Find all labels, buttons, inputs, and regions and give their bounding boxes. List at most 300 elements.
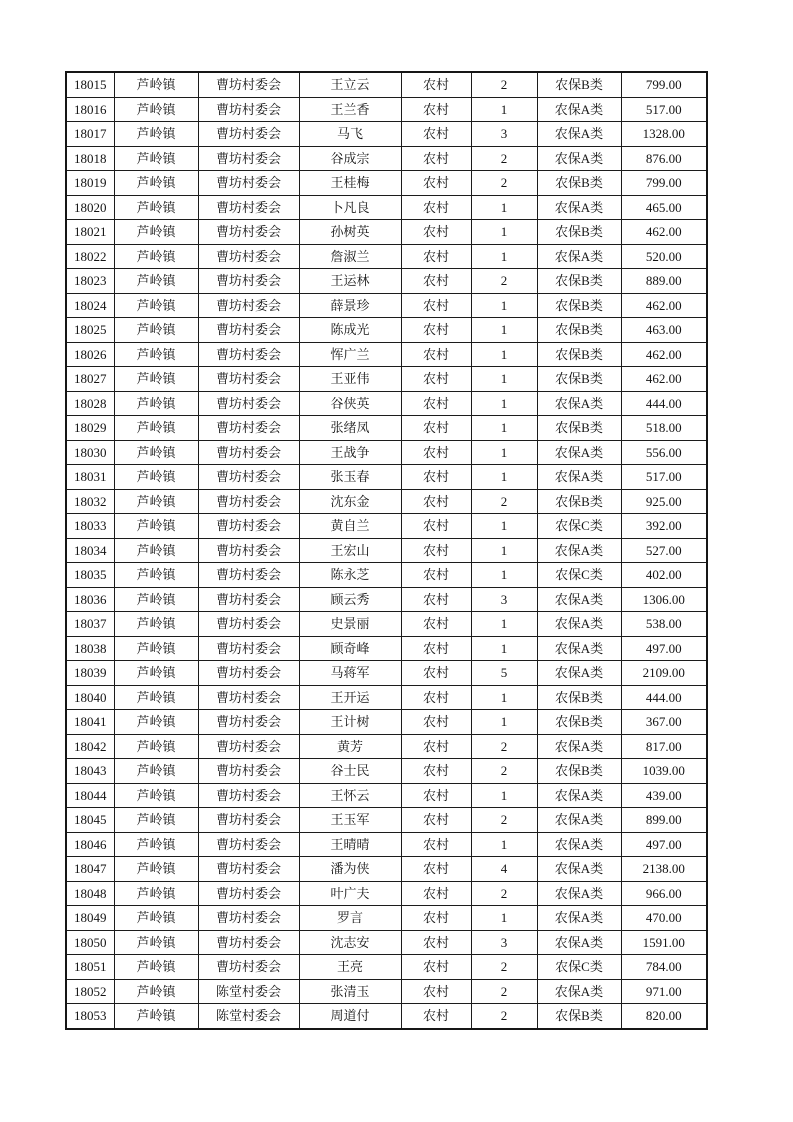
cell-person-count: 1: [471, 391, 537, 416]
cell-amount: 876.00: [621, 146, 707, 171]
cell-insurance-category: 农保B类: [537, 489, 621, 514]
cell-household-type: 农村: [401, 636, 471, 661]
table-row: [66, 857, 707, 882]
cell-household-type: 农村: [401, 391, 471, 416]
cell-person-name: 孙树英: [299, 220, 401, 245]
cell-village-committee: 曹坊村委会: [198, 440, 299, 465]
cell-person-name: 王运林: [299, 269, 401, 294]
cell-insurance-category: 农保B类: [537, 171, 621, 196]
cell-person-name: 王晴晴: [299, 832, 401, 857]
table-row: [66, 391, 707, 416]
cell-insurance-category: 农保A类: [537, 783, 621, 808]
cell-person-name: 顾云秀: [299, 587, 401, 612]
cell-household-type: 农村: [401, 514, 471, 539]
cell-record-id: 18046: [66, 832, 114, 857]
cell-village-committee: 曹坊村委会: [198, 538, 299, 563]
cell-village-committee: 曹坊村委会: [198, 587, 299, 612]
cell-person-count: 1: [471, 367, 537, 392]
cell-village-committee: 曹坊村委会: [198, 220, 299, 245]
cell-person-name: 黄芳: [299, 734, 401, 759]
cell-town: 芦岭镇: [114, 220, 198, 245]
cell-town: 芦岭镇: [114, 538, 198, 563]
cell-village-committee: 曹坊村委会: [198, 72, 299, 97]
cell-town: 芦岭镇: [114, 391, 198, 416]
cell-person-name: 王计树: [299, 710, 401, 735]
cell-record-id: 18043: [66, 759, 114, 784]
table-row: [66, 1004, 707, 1029]
cell-insurance-category: 农保A类: [537, 906, 621, 931]
cell-amount: 367.00: [621, 710, 707, 735]
cell-person-count: 1: [471, 612, 537, 637]
cell-insurance-category: 农保B类: [537, 416, 621, 441]
cell-amount: 2138.00: [621, 857, 707, 882]
cell-household-type: 农村: [401, 563, 471, 588]
cell-town: 芦岭镇: [114, 563, 198, 588]
cell-household-type: 农村: [401, 416, 471, 441]
cell-record-id: 18031: [66, 465, 114, 490]
cell-person-count: 1: [471, 685, 537, 710]
cell-person-count: 4: [471, 857, 537, 882]
cell-person-name: 恽广兰: [299, 342, 401, 367]
cell-village-committee: 曹坊村委会: [198, 930, 299, 955]
cell-town: 芦岭镇: [114, 440, 198, 465]
cell-record-id: 18025: [66, 318, 114, 343]
cell-amount: 899.00: [621, 808, 707, 833]
cell-village-committee: 曹坊村委会: [198, 146, 299, 171]
cell-person-count: 1: [471, 195, 537, 220]
table-row: [66, 440, 707, 465]
cell-person-count: 1: [471, 832, 537, 857]
cell-person-name: 马蒋军: [299, 661, 401, 686]
cell-household-type: 农村: [401, 220, 471, 245]
cell-record-id: 18041: [66, 710, 114, 735]
cell-record-id: 18051: [66, 955, 114, 980]
cell-insurance-category: 农保A类: [537, 440, 621, 465]
cell-amount: 925.00: [621, 489, 707, 514]
cell-town: 芦岭镇: [114, 979, 198, 1004]
cell-amount: 1591.00: [621, 930, 707, 955]
cell-town: 芦岭镇: [114, 171, 198, 196]
cell-household-type: 农村: [401, 685, 471, 710]
cell-person-name: 马飞: [299, 122, 401, 147]
cell-record-id: 18049: [66, 906, 114, 931]
cell-town: 芦岭镇: [114, 636, 198, 661]
table-row: [66, 612, 707, 637]
cell-household-type: 农村: [401, 72, 471, 97]
cell-village-committee: 曹坊村委会: [198, 416, 299, 441]
cell-person-count: 3: [471, 122, 537, 147]
cell-village-committee: 曹坊村委会: [198, 857, 299, 882]
cell-person-count: 2: [471, 269, 537, 294]
cell-amount: 462.00: [621, 220, 707, 245]
table-row: [66, 734, 707, 759]
table-row: [66, 587, 707, 612]
cell-record-id: 18035: [66, 563, 114, 588]
cell-person-name: 谷成宗: [299, 146, 401, 171]
cell-insurance-category: 农保A类: [537, 979, 621, 1004]
table-row: [66, 514, 707, 539]
cell-town: 芦岭镇: [114, 930, 198, 955]
cell-insurance-category: 农保B类: [537, 220, 621, 245]
table-row: [66, 783, 707, 808]
cell-household-type: 农村: [401, 269, 471, 294]
cell-person-name: 沈东金: [299, 489, 401, 514]
cell-village-committee: 曹坊村委会: [198, 759, 299, 784]
cell-person-name: 王开运: [299, 685, 401, 710]
cell-town: 芦岭镇: [114, 146, 198, 171]
table-row: [66, 97, 707, 122]
cell-town: 芦岭镇: [114, 342, 198, 367]
table-row: [66, 244, 707, 269]
cell-town: 芦岭镇: [114, 808, 198, 833]
cell-person-name: 张绪凤: [299, 416, 401, 441]
cell-insurance-category: 农保B类: [537, 710, 621, 735]
cell-town: 芦岭镇: [114, 612, 198, 637]
cell-record-id: 18028: [66, 391, 114, 416]
cell-person-name: 陈成光: [299, 318, 401, 343]
table-row: [66, 342, 707, 367]
cell-household-type: 农村: [401, 244, 471, 269]
table-row: [66, 636, 707, 661]
table-row: [66, 979, 707, 1004]
cell-household-type: 农村: [401, 857, 471, 882]
cell-amount: 799.00: [621, 171, 707, 196]
table-row: [66, 489, 707, 514]
cell-town: 芦岭镇: [114, 587, 198, 612]
cell-household-type: 农村: [401, 318, 471, 343]
cell-amount: 392.00: [621, 514, 707, 539]
cell-amount: 517.00: [621, 97, 707, 122]
cell-person-name: 陈永芝: [299, 563, 401, 588]
cell-village-committee: 曹坊村委会: [198, 906, 299, 931]
cell-person-name: 顾奇峰: [299, 636, 401, 661]
cell-household-type: 农村: [401, 97, 471, 122]
cell-household-type: 农村: [401, 440, 471, 465]
table-row: [66, 661, 707, 686]
cell-person-count: 2: [471, 979, 537, 1004]
cell-insurance-category: 农保A类: [537, 122, 621, 147]
cell-person-count: 2: [471, 734, 537, 759]
cell-person-name: 谷士民: [299, 759, 401, 784]
cell-village-committee: 曹坊村委会: [198, 808, 299, 833]
cell-person-count: 2: [471, 955, 537, 980]
cell-person-count: 5: [471, 661, 537, 686]
cell-person-name: 王怀云: [299, 783, 401, 808]
cell-town: 芦岭镇: [114, 710, 198, 735]
cell-village-committee: 曹坊村委会: [198, 563, 299, 588]
cell-person-count: 1: [471, 538, 537, 563]
cell-household-type: 农村: [401, 342, 471, 367]
cell-town: 芦岭镇: [114, 881, 198, 906]
cell-insurance-category: 农保B类: [537, 318, 621, 343]
cell-record-id: 18050: [66, 930, 114, 955]
cell-household-type: 农村: [401, 955, 471, 980]
table-row: [66, 808, 707, 833]
cell-village-committee: 曹坊村委会: [198, 195, 299, 220]
cell-town: 芦岭镇: [114, 783, 198, 808]
cell-village-committee: 曹坊村委会: [198, 955, 299, 980]
roster-table-body: [66, 72, 707, 1029]
cell-person-name: 王亚伟: [299, 367, 401, 392]
cell-amount: 402.00: [621, 563, 707, 588]
cell-village-committee: 陈堂村委会: [198, 979, 299, 1004]
cell-household-type: 农村: [401, 661, 471, 686]
cell-person-count: 1: [471, 710, 537, 735]
cell-insurance-category: 农保A类: [537, 465, 621, 490]
cell-insurance-category: 农保A类: [537, 612, 621, 637]
cell-person-count: 1: [471, 97, 537, 122]
table-row: [66, 146, 707, 171]
table-row: [66, 685, 707, 710]
cell-town: 芦岭镇: [114, 906, 198, 931]
cell-amount: 444.00: [621, 685, 707, 710]
cell-record-id: 18044: [66, 783, 114, 808]
cell-town: 芦岭镇: [114, 832, 198, 857]
cell-amount: 784.00: [621, 955, 707, 980]
cell-person-count: 2: [471, 146, 537, 171]
cell-person-count: 2: [471, 72, 537, 97]
cell-household-type: 农村: [401, 979, 471, 1004]
cell-record-id: 18029: [66, 416, 114, 441]
cell-village-committee: 曹坊村委会: [198, 342, 299, 367]
cell-record-id: 18052: [66, 979, 114, 1004]
cell-amount: 517.00: [621, 465, 707, 490]
cell-village-committee: 曹坊村委会: [198, 171, 299, 196]
cell-record-id: 18036: [66, 587, 114, 612]
cell-household-type: 农村: [401, 587, 471, 612]
cell-person-name: 王兰香: [299, 97, 401, 122]
cell-person-name: 王战争: [299, 440, 401, 465]
cell-village-committee: 曹坊村委会: [198, 122, 299, 147]
cell-amount: 527.00: [621, 538, 707, 563]
cell-insurance-category: 农保C类: [537, 563, 621, 588]
cell-town: 芦岭镇: [114, 465, 198, 490]
cell-village-committee: 曹坊村委会: [198, 244, 299, 269]
cell-household-type: 农村: [401, 881, 471, 906]
cell-household-type: 农村: [401, 832, 471, 857]
cell-village-committee: 曹坊村委会: [198, 661, 299, 686]
table-row: [66, 416, 707, 441]
cell-insurance-category: 农保B类: [537, 342, 621, 367]
cell-village-committee: 曹坊村委会: [198, 710, 299, 735]
cell-household-type: 农村: [401, 1004, 471, 1029]
cell-amount: 462.00: [621, 342, 707, 367]
cell-insurance-category: 农保A类: [537, 244, 621, 269]
cell-amount: 2109.00: [621, 661, 707, 686]
cell-person-name: 卜凡良: [299, 195, 401, 220]
cell-village-committee: 曹坊村委会: [198, 367, 299, 392]
table-row: [66, 563, 707, 588]
cell-person-name: 王立云: [299, 72, 401, 97]
cell-amount: 971.00: [621, 979, 707, 1004]
table-row: [66, 930, 707, 955]
roster-table: [65, 71, 708, 1030]
cell-person-count: 2: [471, 881, 537, 906]
table-row: [66, 955, 707, 980]
cell-household-type: 农村: [401, 293, 471, 318]
cell-village-committee: 曹坊村委会: [198, 391, 299, 416]
cell-amount: 556.00: [621, 440, 707, 465]
cell-town: 芦岭镇: [114, 514, 198, 539]
cell-amount: 1328.00: [621, 122, 707, 147]
cell-insurance-category: 农保A类: [537, 857, 621, 882]
cell-insurance-category: 农保A类: [537, 195, 621, 220]
table-row: [66, 881, 707, 906]
cell-town: 芦岭镇: [114, 734, 198, 759]
cell-insurance-category: 农保C类: [537, 955, 621, 980]
cell-insurance-category: 农保A类: [537, 636, 621, 661]
cell-amount: 820.00: [621, 1004, 707, 1029]
cell-person-count: 1: [471, 342, 537, 367]
cell-town: 芦岭镇: [114, 195, 198, 220]
cell-household-type: 农村: [401, 367, 471, 392]
cell-household-type: 农村: [401, 465, 471, 490]
cell-person-name: 罗言: [299, 906, 401, 931]
cell-household-type: 农村: [401, 783, 471, 808]
table-row: [66, 906, 707, 931]
table-row: [66, 318, 707, 343]
cell-household-type: 农村: [401, 808, 471, 833]
table-row: [66, 367, 707, 392]
cell-household-type: 农村: [401, 538, 471, 563]
cell-household-type: 农村: [401, 906, 471, 931]
cell-household-type: 农村: [401, 146, 471, 171]
cell-amount: 462.00: [621, 293, 707, 318]
cell-household-type: 农村: [401, 759, 471, 784]
cell-town: 芦岭镇: [114, 122, 198, 147]
cell-person-count: 1: [471, 293, 537, 318]
cell-village-committee: 曹坊村委会: [198, 514, 299, 539]
cell-person-count: 1: [471, 906, 537, 931]
cell-amount: 520.00: [621, 244, 707, 269]
cell-person-count: 1: [471, 318, 537, 343]
cell-insurance-category: 农保A类: [537, 734, 621, 759]
cell-insurance-category: 农保B类: [537, 269, 621, 294]
cell-record-id: 18042: [66, 734, 114, 759]
table-row: [66, 293, 707, 318]
cell-record-id: 18034: [66, 538, 114, 563]
table-row: [66, 171, 707, 196]
cell-town: 芦岭镇: [114, 367, 198, 392]
cell-town: 芦岭镇: [114, 955, 198, 980]
cell-amount: 1306.00: [621, 587, 707, 612]
cell-village-committee: 曹坊村委会: [198, 612, 299, 637]
cell-record-id: 18027: [66, 367, 114, 392]
cell-person-name: 张玉春: [299, 465, 401, 490]
cell-person-name: 王桂梅: [299, 171, 401, 196]
cell-person-name: 叶广夫: [299, 881, 401, 906]
cell-record-id: 18053: [66, 1004, 114, 1029]
cell-insurance-category: 农保B类: [537, 72, 621, 97]
cell-record-id: 18037: [66, 612, 114, 637]
cell-person-count: 3: [471, 587, 537, 612]
cell-household-type: 农村: [401, 122, 471, 147]
cell-amount: 518.00: [621, 416, 707, 441]
cell-person-count: 1: [471, 440, 537, 465]
cell-town: 芦岭镇: [114, 661, 198, 686]
cell-record-id: 18018: [66, 146, 114, 171]
cell-town: 芦岭镇: [114, 244, 198, 269]
cell-town: 芦岭镇: [114, 685, 198, 710]
cell-village-committee: 曹坊村委会: [198, 832, 299, 857]
cell-person-count: 1: [471, 563, 537, 588]
cell-amount: 465.00: [621, 195, 707, 220]
cell-person-name: 王玉军: [299, 808, 401, 833]
cell-insurance-category: 农保C类: [537, 514, 621, 539]
cell-person-count: 2: [471, 759, 537, 784]
cell-household-type: 农村: [401, 930, 471, 955]
cell-person-name: 史景丽: [299, 612, 401, 637]
cell-village-committee: 曹坊村委会: [198, 881, 299, 906]
cell-insurance-category: 农保A类: [537, 97, 621, 122]
cell-person-count: 1: [471, 465, 537, 490]
cell-amount: 462.00: [621, 367, 707, 392]
cell-amount: 444.00: [621, 391, 707, 416]
cell-amount: 463.00: [621, 318, 707, 343]
cell-insurance-category: 农保A类: [537, 930, 621, 955]
cell-amount: 817.00: [621, 734, 707, 759]
table-row: [66, 195, 707, 220]
table-row: [66, 465, 707, 490]
cell-town: 芦岭镇: [114, 857, 198, 882]
cell-village-committee: 曹坊村委会: [198, 465, 299, 490]
cell-record-id: 18015: [66, 72, 114, 97]
cell-record-id: 18016: [66, 97, 114, 122]
cell-village-committee: 曹坊村委会: [198, 783, 299, 808]
cell-record-id: 18022: [66, 244, 114, 269]
cell-village-committee: 陈堂村委会: [198, 1004, 299, 1029]
cell-village-committee: 曹坊村委会: [198, 293, 299, 318]
cell-person-count: 2: [471, 171, 537, 196]
cell-person-count: 2: [471, 808, 537, 833]
cell-record-id: 18019: [66, 171, 114, 196]
cell-insurance-category: 农保B类: [537, 759, 621, 784]
cell-person-name: 张清玉: [299, 979, 401, 1004]
cell-record-id: 18033: [66, 514, 114, 539]
cell-town: 芦岭镇: [114, 759, 198, 784]
table-row: [66, 72, 707, 97]
cell-household-type: 农村: [401, 734, 471, 759]
cell-town: 芦岭镇: [114, 1004, 198, 1029]
cell-amount: 497.00: [621, 636, 707, 661]
cell-amount: 470.00: [621, 906, 707, 931]
cell-record-id: 18030: [66, 440, 114, 465]
cell-record-id: 18048: [66, 881, 114, 906]
cell-record-id: 18040: [66, 685, 114, 710]
cell-household-type: 农村: [401, 612, 471, 637]
cell-person-name: 黄自兰: [299, 514, 401, 539]
cell-person-name: 谷侠英: [299, 391, 401, 416]
cell-insurance-category: 农保A类: [537, 881, 621, 906]
cell-record-id: 18017: [66, 122, 114, 147]
cell-record-id: 18039: [66, 661, 114, 686]
cell-person-name: 王宏山: [299, 538, 401, 563]
table-row: [66, 269, 707, 294]
cell-household-type: 农村: [401, 489, 471, 514]
cell-record-id: 18038: [66, 636, 114, 661]
cell-record-id: 18032: [66, 489, 114, 514]
cell-amount: 439.00: [621, 783, 707, 808]
cell-person-count: 2: [471, 1004, 537, 1029]
cell-person-count: 1: [471, 220, 537, 245]
cell-record-id: 18045: [66, 808, 114, 833]
cell-town: 芦岭镇: [114, 293, 198, 318]
cell-town: 芦岭镇: [114, 318, 198, 343]
cell-household-type: 农村: [401, 195, 471, 220]
cell-town: 芦岭镇: [114, 489, 198, 514]
cell-amount: 799.00: [621, 72, 707, 97]
cell-amount: 538.00: [621, 612, 707, 637]
